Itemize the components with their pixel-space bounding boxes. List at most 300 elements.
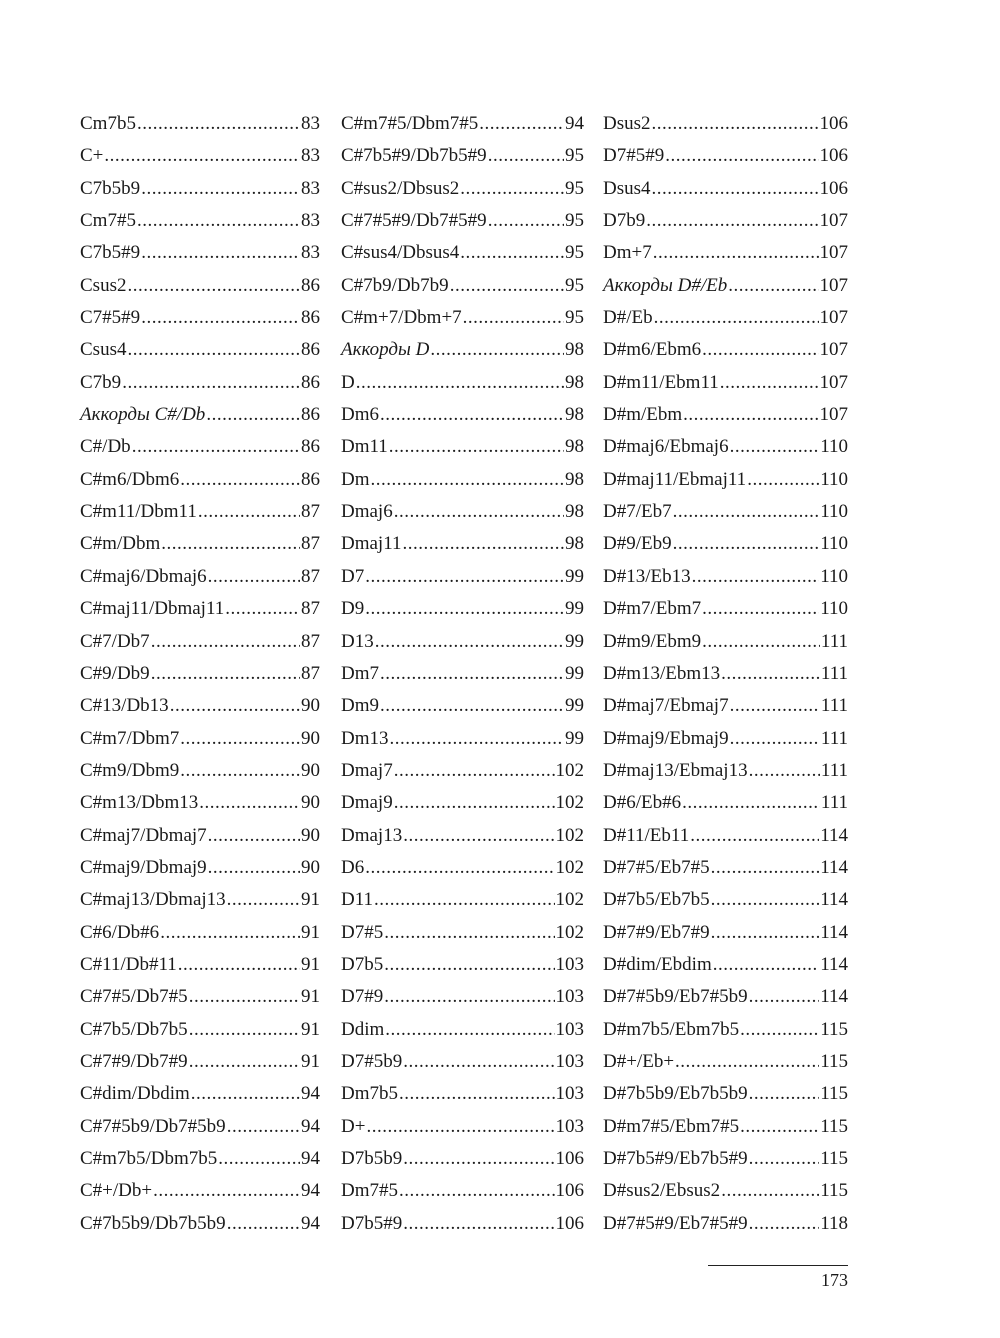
index-entry xyxy=(80,1014,320,1046)
chord-name: D#m11/Ebm11 xyxy=(603,371,719,393)
chord-name: D7 xyxy=(341,565,365,587)
chord-name: C7b9 xyxy=(80,371,122,393)
dot-leader xyxy=(403,820,554,852)
page-ref: 102 xyxy=(555,792,584,814)
index-entry xyxy=(80,820,320,852)
dot-leader xyxy=(646,205,818,237)
index-entry xyxy=(603,1143,848,1175)
dot-leader xyxy=(394,755,555,787)
index-entry xyxy=(603,787,848,819)
chord-name: C#9/Db9 xyxy=(80,662,150,684)
chord-name: D#m/Ebm xyxy=(603,404,683,426)
chord-name: C#13/Db13 xyxy=(80,695,169,717)
chord-name: C#m+7/Dbm+7 xyxy=(341,307,462,329)
page-ref: 95 xyxy=(565,177,584,199)
page-ref: 99 xyxy=(565,565,584,587)
dot-leader xyxy=(198,496,300,528)
index-entry xyxy=(603,173,848,205)
index-entry xyxy=(341,917,584,949)
index-entry xyxy=(80,1208,320,1240)
page-ref: 107 xyxy=(819,404,848,426)
chord-name: C#7#5b9/Db7#5b9 xyxy=(80,1115,226,1137)
dot-leader xyxy=(189,1014,300,1046)
dot-leader xyxy=(151,626,300,658)
dot-leader xyxy=(394,787,555,819)
chord-name: C#maj9/Dbmaj9 xyxy=(80,856,207,878)
dot-leader xyxy=(463,302,564,334)
chord-name: C#m7/Dbm7 xyxy=(80,727,180,749)
dot-leader xyxy=(356,367,564,399)
dot-leader xyxy=(488,205,564,237)
dot-leader xyxy=(394,496,564,528)
index-entry xyxy=(341,237,584,269)
chord-name: Cm7b5 xyxy=(80,113,136,134)
index-entry xyxy=(341,852,584,884)
index-entry xyxy=(603,1046,848,1078)
index-entry xyxy=(80,852,320,884)
dot-leader xyxy=(460,237,564,269)
index-entry xyxy=(603,917,848,949)
index-entry xyxy=(341,173,584,205)
page-ref: 87 xyxy=(301,598,320,620)
dot-leader xyxy=(208,561,300,593)
chord-name: Dm7#5 xyxy=(341,1180,398,1202)
chord-name: C#7b9/Db7b9 xyxy=(341,274,449,296)
chord-name: D#7/Eb7 xyxy=(603,501,672,523)
chord-name: D+ xyxy=(341,1115,366,1137)
dot-leader xyxy=(711,884,820,916)
index-entry xyxy=(341,1143,584,1175)
dot-leader xyxy=(702,626,820,658)
index-entry xyxy=(341,528,584,560)
dot-leader xyxy=(403,1143,554,1175)
index-entry xyxy=(80,528,320,560)
chord-name: C#dim/Dbdim xyxy=(80,1083,190,1105)
index-entry xyxy=(603,561,848,593)
page-ref: 111 xyxy=(820,727,848,749)
chord-name: D9 xyxy=(341,598,365,620)
dot-leader xyxy=(721,1175,819,1207)
chord-name: C+ xyxy=(80,145,104,167)
dot-leader xyxy=(747,464,819,496)
page-ref: 91 xyxy=(301,986,320,1008)
chord-name: D#maj13/Ebmaj13 xyxy=(603,759,748,781)
page-ref: 90 xyxy=(301,856,320,878)
index-entry xyxy=(80,140,320,172)
page-ref: 98 xyxy=(565,501,584,523)
dot-leader xyxy=(189,981,300,1013)
page-ref: 107 xyxy=(819,242,848,264)
index-entry xyxy=(603,755,848,787)
page-ref: 110 xyxy=(820,436,848,458)
index-column-1 xyxy=(80,108,320,1240)
dot-leader xyxy=(384,917,554,949)
dot-leader xyxy=(403,1046,554,1078)
page-ref: 98 xyxy=(565,371,584,393)
page-ref: 106 xyxy=(555,1212,584,1234)
dot-leader xyxy=(652,173,819,205)
dot-leader xyxy=(720,367,819,399)
index-entry xyxy=(80,270,320,302)
chord-name: D#maj9/Ebmaj9 xyxy=(603,727,729,749)
chord-name: C#m/Dbm xyxy=(80,533,161,555)
page-ref: 90 xyxy=(301,759,320,781)
dot-leader xyxy=(390,723,565,755)
dot-leader xyxy=(673,528,820,560)
page-ref: 106 xyxy=(819,177,848,199)
dot-leader xyxy=(399,1078,555,1110)
index-entry xyxy=(341,884,584,916)
dot-leader xyxy=(675,1046,819,1078)
page-ref: 99 xyxy=(565,695,584,717)
dot-leader xyxy=(702,593,819,625)
page-ref: 110 xyxy=(820,565,848,587)
chord-name: C#6/Db#6 xyxy=(80,921,160,943)
page-ref: 83 xyxy=(301,113,320,134)
chord-name: D#maj11/Ebmaj11 xyxy=(603,468,747,490)
dot-leader xyxy=(206,399,300,431)
dot-leader xyxy=(151,658,300,690)
chord-name: D7b5#9 xyxy=(341,1212,403,1234)
chord-name: Ddim xyxy=(341,1018,385,1040)
page-ref: 114 xyxy=(820,953,848,975)
chord-name: D#7#5b9/Eb7#5b9 xyxy=(603,986,748,1008)
index-entry xyxy=(603,140,848,172)
chord-name: Dmaj13 xyxy=(341,824,403,846)
chord-name: C#maj11/Dbmaj11 xyxy=(80,598,225,620)
page-ref: 107 xyxy=(819,371,848,393)
dot-leader xyxy=(141,237,300,269)
dot-leader xyxy=(403,528,564,560)
page-ref: 95 xyxy=(565,210,584,232)
dot-leader xyxy=(127,270,300,302)
chord-name: D#9/Eb9 xyxy=(603,533,672,555)
page-ref: 98 xyxy=(565,436,584,458)
index-entry xyxy=(80,787,320,819)
dot-leader xyxy=(389,431,564,463)
page-ref: 102 xyxy=(555,856,584,878)
chord-name: D11 xyxy=(341,889,374,911)
index-entry xyxy=(341,626,584,658)
index-entry xyxy=(341,690,584,722)
page-ref: 98 xyxy=(565,533,584,555)
page-ref: 106 xyxy=(555,1148,584,1169)
page-ref: 98 xyxy=(565,468,584,490)
page-ref: 83 xyxy=(301,242,320,264)
index-entry xyxy=(80,108,320,140)
index-entry xyxy=(603,528,848,560)
footer-rule xyxy=(708,1265,848,1266)
page-ref: 91 xyxy=(301,889,320,911)
chord-name: C#7#9/Db7#9 xyxy=(80,1050,188,1072)
page-ref: 106 xyxy=(555,1180,584,1202)
page-ref: 87 xyxy=(301,565,320,587)
index-entry xyxy=(80,593,320,625)
index-entry xyxy=(603,367,848,399)
index-entry xyxy=(603,431,848,463)
page-ref: 91 xyxy=(301,953,320,975)
dot-leader xyxy=(749,981,820,1013)
chord-name: Dm7 xyxy=(341,662,379,684)
page-ref: 114 xyxy=(820,986,848,1008)
dot-leader xyxy=(430,334,564,366)
chord-name: C#+/Db+ xyxy=(80,1180,153,1202)
page-ref: 95 xyxy=(565,242,584,264)
chord-name: C#7#5#9/Db7#5#9 xyxy=(341,210,487,232)
page-ref: 115 xyxy=(820,1148,848,1169)
dot-leader xyxy=(488,140,564,172)
page-ref: 95 xyxy=(565,145,584,167)
page-ref: 114 xyxy=(820,824,848,846)
chord-name: Csus4 xyxy=(80,339,127,361)
index-entry xyxy=(80,884,320,916)
chord-name: C#sus2/Dbsus2 xyxy=(341,177,460,199)
chord-name: C#maj6/Dbmaj6 xyxy=(80,565,207,587)
page-ref: 98 xyxy=(565,339,584,361)
index-entry xyxy=(341,367,584,399)
dot-leader xyxy=(127,334,300,366)
dot-leader xyxy=(199,787,300,819)
index-entry xyxy=(80,626,320,658)
chord-name: C#sus4/Dbsus4 xyxy=(341,242,460,264)
index-entry xyxy=(80,496,320,528)
index-entry xyxy=(341,755,584,787)
index-entry xyxy=(603,626,848,658)
dot-leader xyxy=(652,108,819,140)
chord-name: D7b9 xyxy=(603,210,646,232)
chord-name: D#6/Eb#6 xyxy=(603,792,682,814)
page-ref: 103 xyxy=(555,1018,584,1040)
page-ref: 86 xyxy=(301,436,320,458)
page-ref: 106 xyxy=(819,113,848,134)
chord-name: D#7#9/Eb7#9 xyxy=(603,921,710,943)
index-entry xyxy=(80,399,320,431)
index-entry xyxy=(80,1143,320,1175)
dot-leader xyxy=(711,917,820,949)
chord-name: D#m6/Ebm6 xyxy=(603,339,702,361)
chord-name: D7b5 xyxy=(341,953,384,975)
chord-name: C#m7b5/Dbm7b5 xyxy=(80,1148,218,1169)
dot-leader xyxy=(366,1111,554,1143)
dot-leader xyxy=(730,690,820,722)
dot-leader xyxy=(384,949,554,981)
page-ref: 83 xyxy=(301,210,320,232)
dot-leader xyxy=(191,1078,300,1110)
page-ref: 94 xyxy=(301,1115,320,1137)
dot-leader xyxy=(180,755,300,787)
chord-name: C#m7#5/Dbm7#5 xyxy=(341,113,479,134)
chord-name: C7b5b9 xyxy=(80,177,141,199)
chord-name: Dm7b5 xyxy=(341,1083,398,1105)
index-entry xyxy=(603,820,848,852)
chord-name: D7#5 xyxy=(341,921,384,943)
index-entry xyxy=(603,852,848,884)
page-ref: 103 xyxy=(555,1050,584,1072)
dot-leader xyxy=(692,561,820,593)
dot-leader xyxy=(227,1208,300,1240)
dot-leader xyxy=(365,852,554,884)
page-ref: 87 xyxy=(301,630,320,652)
index-entry xyxy=(341,399,584,431)
page-ref: 114 xyxy=(820,921,848,943)
chord-name: Dm13 xyxy=(341,727,389,749)
page-ref: 110 xyxy=(820,501,848,523)
page-ref: 86 xyxy=(301,339,320,361)
index-entry xyxy=(80,334,320,366)
page-ref: 114 xyxy=(820,856,848,878)
index-entry xyxy=(341,431,584,463)
index-entry xyxy=(341,205,584,237)
page-ref: 102 xyxy=(555,824,584,846)
chord-name: D#7#5/Eb7#5 xyxy=(603,856,710,878)
dot-leader xyxy=(385,1014,554,1046)
chord-name: D#7b5#9/Eb7b5#9 xyxy=(603,1148,748,1169)
index-entry xyxy=(603,884,848,916)
index-entry xyxy=(80,205,320,237)
dot-leader xyxy=(227,1111,300,1143)
chord-name: Dm xyxy=(341,468,370,490)
chord-name: D#7#5#9/Eb7#5#9 xyxy=(603,1212,748,1234)
page-ref: 90 xyxy=(301,824,320,846)
page-ref: 87 xyxy=(301,533,320,555)
page-ref: 107 xyxy=(819,210,848,232)
index-entry xyxy=(80,690,320,722)
index-entry xyxy=(341,981,584,1013)
index-entry xyxy=(603,949,848,981)
page-ref: 86 xyxy=(301,274,320,296)
dot-leader xyxy=(365,593,564,625)
index-entry xyxy=(341,593,584,625)
index-entry xyxy=(341,1111,584,1143)
dot-leader xyxy=(122,367,300,399)
dot-leader xyxy=(170,690,300,722)
page-ref: 107 xyxy=(819,274,848,296)
page-ref: 94 xyxy=(565,113,584,134)
chord-name: C#m6/Dbm6 xyxy=(80,468,180,490)
dot-leader xyxy=(740,1014,819,1046)
page-ref: 111 xyxy=(820,695,848,717)
index-entry xyxy=(341,496,584,528)
page-ref: 91 xyxy=(301,1050,320,1072)
index-entry xyxy=(603,205,848,237)
page-ref: 118 xyxy=(820,1212,848,1234)
dot-leader xyxy=(711,852,820,884)
section-heading: Аккорды C#/Db xyxy=(80,404,206,426)
chord-name: Dmaj9 xyxy=(341,792,393,814)
dot-leader xyxy=(380,399,564,431)
index-entry xyxy=(603,237,848,269)
dot-leader xyxy=(749,1143,820,1175)
page-ref: 99 xyxy=(565,727,584,749)
chord-name: D6 xyxy=(341,856,365,878)
index-entry xyxy=(80,949,320,981)
chord-name: C#maj7/Dbmaj7 xyxy=(80,824,207,846)
index-entry xyxy=(80,302,320,334)
index-entry xyxy=(341,302,584,334)
page-ref: 86 xyxy=(301,404,320,426)
index-entry xyxy=(80,1111,320,1143)
index-entry xyxy=(603,302,848,334)
dot-leader xyxy=(690,820,819,852)
page-ref: 83 xyxy=(301,177,320,199)
dot-leader xyxy=(137,108,300,140)
chord-name: C#7#5/Db7#5 xyxy=(80,986,188,1008)
index-entry xyxy=(603,108,848,140)
index-entry xyxy=(80,431,320,463)
dot-leader xyxy=(218,1143,300,1175)
dot-leader xyxy=(702,334,818,366)
dot-leader xyxy=(749,1208,820,1240)
dot-leader xyxy=(460,173,564,205)
dot-leader xyxy=(721,658,820,690)
dot-leader xyxy=(141,173,300,205)
page-ref: 90 xyxy=(301,695,320,717)
dot-leader xyxy=(380,658,564,690)
dot-leader xyxy=(654,302,819,334)
dot-leader xyxy=(479,108,564,140)
index-entry xyxy=(603,593,848,625)
index-entry xyxy=(80,237,320,269)
dot-leader xyxy=(403,1208,554,1240)
chord-name: C7b5#9 xyxy=(80,242,141,264)
index-entry xyxy=(80,1078,320,1110)
chord-name: C#7/Db7 xyxy=(80,630,150,652)
page-ref: 90 xyxy=(301,792,320,814)
dot-leader xyxy=(374,884,554,916)
index-entry xyxy=(80,367,320,399)
chord-name: D#m13/Ebm13 xyxy=(603,662,721,684)
page-ref: 87 xyxy=(301,662,320,684)
page-ref: 94 xyxy=(301,1180,320,1202)
page-ref: 98 xyxy=(565,404,584,426)
chord-name: D7#9 xyxy=(341,986,384,1008)
chord-name: D#7b5b9/Eb7b5b9 xyxy=(603,1083,748,1105)
page-ref: 111 xyxy=(820,630,848,652)
index-entry xyxy=(341,1078,584,1110)
index-entry xyxy=(80,173,320,205)
dot-leader xyxy=(653,237,819,269)
page-ref: 95 xyxy=(565,274,584,296)
index-entry xyxy=(603,399,848,431)
index-entry xyxy=(341,658,584,690)
dot-leader xyxy=(713,949,819,981)
chord-name: C#m13/Dbm13 xyxy=(80,792,199,814)
chord-name: D13 xyxy=(341,630,374,652)
page-number: 173 xyxy=(821,1270,848,1290)
chord-name: Cm7#5 xyxy=(80,210,136,232)
chord-name: D#+/Eb+ xyxy=(603,1050,675,1072)
dot-leader xyxy=(208,820,300,852)
chord-name: Dm6 xyxy=(341,404,379,426)
dot-leader xyxy=(180,464,300,496)
chord-name: D#/Eb xyxy=(603,307,653,329)
chord-name: Dsus2 xyxy=(603,113,651,134)
index-entry xyxy=(80,561,320,593)
chord-name: D7#5#9 xyxy=(603,145,665,167)
dot-leader xyxy=(153,1175,300,1207)
dot-leader xyxy=(380,690,564,722)
index-entry xyxy=(341,108,584,140)
index-entry xyxy=(80,1046,320,1078)
page-ref: 103 xyxy=(555,953,584,975)
chord-name: D#7b5/Eb7b5 xyxy=(603,889,710,911)
chord-name: D#m9/Ebm9 xyxy=(603,630,702,652)
chord-name: C#/Db xyxy=(80,436,131,458)
chord-name: C#7b5b9/Db7b5b9 xyxy=(80,1212,226,1234)
page-ref: 99 xyxy=(565,598,584,620)
chord-name: Dmaj7 xyxy=(341,759,393,781)
chord-name: D#13/Eb13 xyxy=(603,565,691,587)
